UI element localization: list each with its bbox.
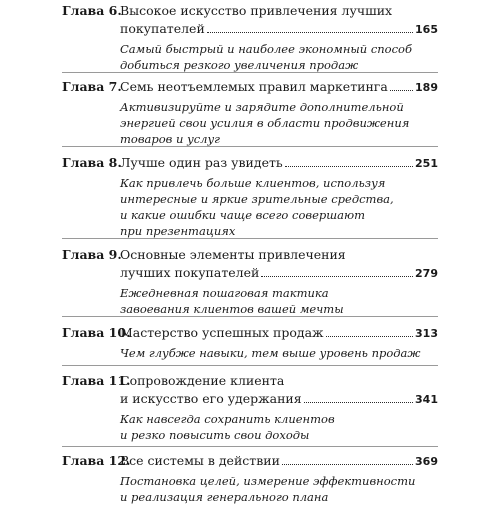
chapter-subtitle: Ежедневная пошаговая тактика завоевания клиентов вашей мечты [120,286,344,316]
dot-leader [285,166,413,167]
divider [62,365,438,366]
chapter-title-line: Высокое искусство привлечения лучших [120,3,393,18]
page-number: 165 [415,23,438,36]
chapter-subtitle: Активизируйте и зарядите дополнительной энергией свои усилия в области продвижения товаров и услуг [120,100,410,146]
chapter-number: Глава 11. [62,373,131,388]
chapter-number: Глава 6. [62,3,122,18]
dot-leader [207,32,413,33]
toc-entry-chapter-7 [62,78,438,147]
divider [62,146,438,147]
chapter-title-line: Семь неотъемлемых правил маркетинга 189 [120,78,438,97]
chapter-number: Глава 9. [62,247,122,262]
dot-leader [326,336,413,337]
page-number: 313 [415,327,438,340]
chapter-subtitle: Как привлечь больше клиентов, используя интересные и яркие зрительные средства, и какие ошибки чаще всего совершают при презентациях [120,176,394,238]
toc-entry-chapter-6 [62,2,438,73]
chapter-title-line: Основные элементы привлечения [120,247,346,262]
dot-leader [304,402,413,403]
toc-entry-chapter-9 [62,246,438,317]
divider [62,238,438,239]
chapter-title-line: Мастерство успешных продаж 313 [120,324,438,343]
chapter-title-line: Сопровождение клиента [120,373,285,388]
toc-entry-chapter-8 [62,154,438,239]
dot-leader [390,90,413,91]
page-number: 279 [415,267,438,280]
chapter-subtitle: Постановка целей, измерение эффективности и реализация генерального плана [120,474,416,504]
chapter-title-line: Все системы в действии 369 [120,452,438,471]
toc-entry-chapter-10 [62,324,438,361]
page-number: 251 [415,157,438,170]
toc-entry-chapter-11 [62,372,438,443]
page-number: 369 [415,455,438,468]
chapter-title-line: покупателей 165 [120,20,438,39]
chapter-subtitle: Как навсегда сохранить клиентов и резко повысить свои доходы [120,412,335,442]
chapter-subtitle: Самый быстрый и наиболее экономный способ добиться резкого увеличения продаж [120,42,412,72]
toc-entry-chapter-12 [62,452,438,505]
chapter-number: Глава 7. [62,79,122,94]
dot-leader [282,464,413,465]
divider [62,72,438,73]
divider [62,446,438,447]
chapter-number: Глава 8. [62,155,122,170]
page-number: 341 [415,393,438,406]
chapter-number: Глава 10. [62,325,131,340]
chapter-number: Глава 12. [62,453,131,468]
divider [62,316,438,317]
chapter-title-line: Лучше один раз увидеть 251 [120,154,438,173]
page-number: 189 [415,81,438,94]
chapter-title-line: лучших покупателей 279 [120,264,438,283]
chapter-title-line: и искусство его удержания 341 [120,390,438,409]
dot-leader [261,276,413,277]
chapter-subtitle: Чем глубже навыки, тем выше уровень продаж [120,346,421,360]
